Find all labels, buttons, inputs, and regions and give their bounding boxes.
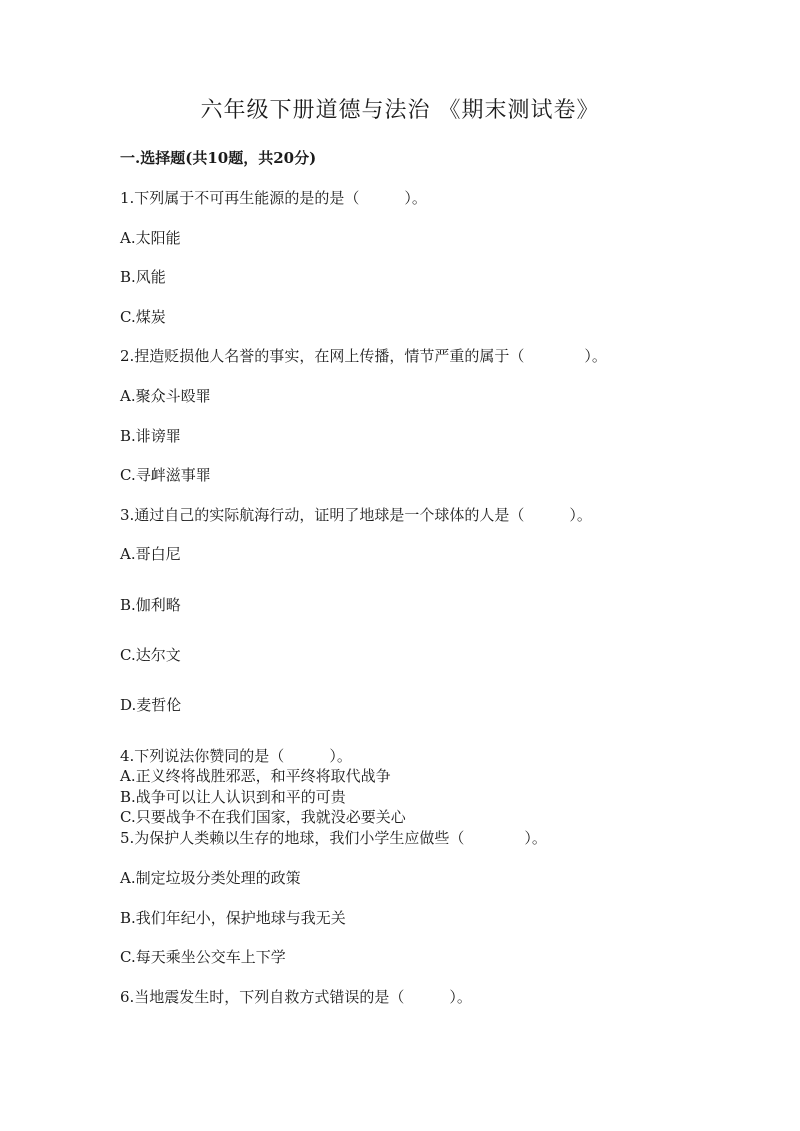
question-3-option-d: D.麦哲伦 xyxy=(120,696,182,714)
section-heading: 一.选择题(共10题，共20分) xyxy=(120,149,317,167)
page-title: 六年级下册道德与法治 《期末测试卷》 xyxy=(200,98,600,123)
question-4-stem: 4.下列说法你赞同的是（ ）。 xyxy=(120,747,352,765)
question-1-stem: 1.下列属于不可再生能源的是的是（ ）。 xyxy=(120,189,427,207)
question-1-option-a: A.太阳能 xyxy=(120,229,181,247)
question-2-option-c: C.寻衅滋事罪 xyxy=(120,466,211,484)
question-5-option-b: B.我们年纪小，保护地球与我无关 xyxy=(120,909,346,927)
question-5-option-c: C.每天乘坐公交车上下学 xyxy=(120,948,286,966)
question-5-option-a: A.制定垃圾分类处理的政策 xyxy=(120,869,301,887)
question-3-option-b: B.伽利略 xyxy=(120,596,181,614)
question-2-stem: 2.捏造贬损他人名誉的事实，在网上传播，情节严重的属于（ ）。 xyxy=(120,347,607,365)
question-5-stem: 5.为保护人类赖以生存的地球，我们小学生应做些（ ）。 xyxy=(120,829,547,847)
question-3-option-a: A.哥白尼 xyxy=(120,545,181,563)
question-4-option-b: B.战争可以让人认识到和平的可贵 xyxy=(120,788,346,806)
question-2-option-b: B.诽谤罪 xyxy=(120,427,181,445)
question-3-stem: 3.通过自己的实际航海行动，证明了地球是一个球体的人是（ ）。 xyxy=(120,506,592,524)
question-4-option-c: C.只要战争不在我们国家，我就没必要关心 xyxy=(120,808,406,826)
question-4-option-a: A.正义终将战胜邪恶，和平终将取代战争 xyxy=(120,767,391,785)
question-2-option-a: A.聚众斗殴罪 xyxy=(120,387,211,405)
question-1-option-c: C.煤炭 xyxy=(120,308,166,326)
question-3-option-c: C.达尔文 xyxy=(120,646,181,664)
question-6-stem: 6.当地震发生时，下列自救方式错误的是（ ）。 xyxy=(120,988,472,1006)
question-1-option-b: B.风能 xyxy=(120,268,166,286)
